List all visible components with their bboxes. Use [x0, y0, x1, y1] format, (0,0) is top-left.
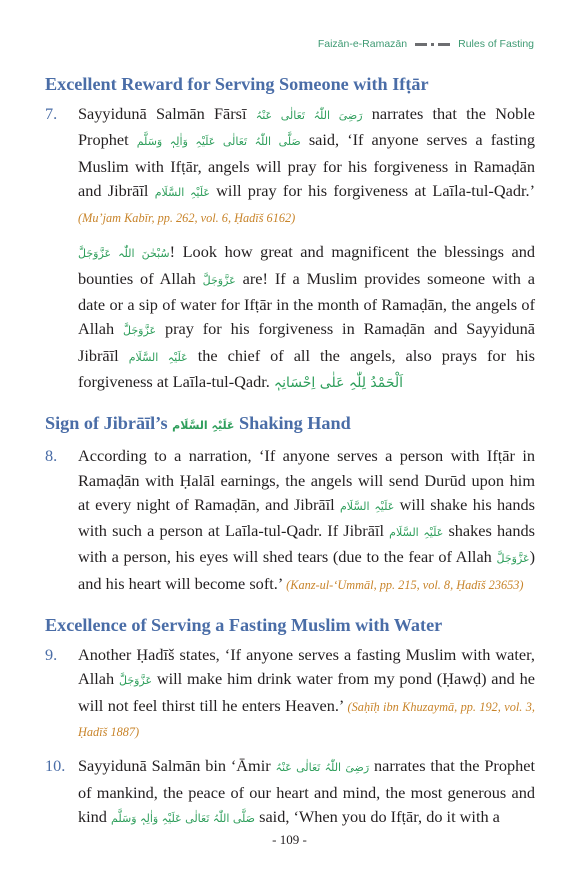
text-run: ) and his heart will become soft.’	[78, 547, 535, 593]
arabic-phrase: سُبْحٰنَ اللّٰہ عَزَّوَجَلَّ	[78, 247, 170, 261]
text-run: will make him drink water from my pond (Ḥawḍ) and he will not feel thirst till he enters Heaven.’	[78, 669, 535, 715]
text-run: narrates that the Prophet of mankind, the peace of our heart and mind, the most generous and kind	[78, 756, 536, 826]
item-text	[78, 102, 535, 230]
arabic-honorific: عَزَّوَجَلَّ	[496, 552, 530, 566]
arabic-honorific: عَلَیْہِ السَّلَام	[389, 526, 444, 540]
book-title: Faizān-e-Ramazān	[317, 38, 408, 50]
heading-text: Shaking Hand	[234, 413, 351, 434]
arabic-honorific: صَلَّی اللّٰہُ تَعَالٰی عَلَیْہِ وَاٰلِہٖ وَسَلَّم	[111, 811, 256, 825]
section-heading-reward: Excellent Reward for Serving Someone with Ifṭār	[45, 74, 429, 94]
dot	[431, 43, 434, 46]
arabic-honorific: رَضِیَ اللّٰہُ تَعَالٰی عَنْہُ	[275, 761, 370, 775]
section-heading-water: Excellence of Serving a Fasting Muslim with Water	[45, 615, 443, 636]
list-item-7	[45, 102, 535, 230]
section-heading-jibrail	[45, 411, 535, 438]
text-run: will shake his hands with such a person at Laīla-tul-Qadr. If Jibrāīl	[78, 494, 536, 541]
text-run: the chief of all the angels, also prays for his forgiveness at Laīla-tul-Qadr.	[78, 345, 535, 391]
list-item-8	[45, 444, 535, 597]
arabic-honorific: عَزَّوَجَلَّ	[123, 324, 157, 338]
reference: (Kanz-ul-‘Ummāl, pp. 215, vol. 8, Ḥadīš 23653)	[286, 577, 524, 592]
text-run: Sayyidunā Salmān Fārsī	[78, 104, 247, 123]
item-number: 9.	[45, 645, 58, 665]
text-run: narrates that the Noble Prophet	[78, 104, 536, 150]
list-item-10	[45, 754, 535, 831]
item-text	[78, 444, 535, 597]
arabic-honorific: عَلَیْہِ السَّلَام	[154, 185, 210, 199]
reference: (Saḥīḥ ibn Khuzaymā, pp. 192, vol. 3, Ḥadīš 1887)	[78, 699, 535, 739]
text-run: are! If a Muslim provides someone with a date or a sip of water for Ifṭār in the month of Ramaḍān, the angels of Allah	[78, 268, 535, 339]
text-run: will pray for his forgiveness at Laīla-tul-Qadr.’	[216, 180, 535, 200]
text-run: Sayyidunā Salmān bin ‘Āmir	[78, 756, 276, 776]
text-run: According to a narration, ‘If anyone serves a person with Ifṭār in Ramaḍān with Ḥalāl earnings, the angels will send Durūd upon him at every night of Ramaḍān, and Jibrāīl	[78, 446, 535, 514]
text-run: said, ‘If anyone serves a fasting Muslim with Ifṭār, angels will pray for his forgiveness in Ramaḍān and Jibrāīl	[78, 130, 536, 200]
text-run: shakes hands with a person, his eyes will shed tears (due to the fear of Allah	[78, 521, 535, 567]
arabic-phrase: اَلْحَمْدُ لِلّٰہِ عَلٰی اِحْسَانِہٖ	[273, 374, 404, 391]
heading-text: Sign of Jibrāīl’s	[45, 413, 173, 434]
item-text	[78, 754, 535, 831]
page-number: - 109 -	[272, 832, 307, 847]
commentary-paragraph	[78, 240, 535, 395]
arabic-honorific: عَزَّوَجَلَّ	[202, 273, 236, 287]
arabic-honorific: عَزَّوَجَلَّ	[118, 674, 153, 688]
arabic-honorific: رَضِیَ اللّٰہُ تَعَالٰی عَنْہُ	[255, 109, 363, 122]
arabic-honorific: صَلَّی اللّٰہُ تَعَالٰی عَلَیْہِ وَاٰلِہٖ وَسَلَّم	[136, 135, 301, 149]
arabic-honorific: عَلَیْہِ السَّلَام	[172, 419, 235, 433]
page-content	[45, 72, 535, 831]
dash-right	[438, 43, 450, 46]
item-text	[78, 643, 535, 744]
dash-left	[415, 43, 427, 46]
item-number: 10.	[45, 756, 66, 776]
reference: (Mu’jam Kabīr, pp. 262, vol. 6, Ḥadīš 6162)	[78, 211, 296, 226]
item-number: 7.	[45, 104, 58, 123]
item-number: 8.	[45, 446, 58, 466]
running-header	[318, 38, 534, 50]
arabic-honorific: عَلَیْہِ السَّلَام	[128, 350, 188, 364]
text-run: pray for his forgiveness in Ramaḍān and Sayyidunā Jibrāīl	[78, 319, 535, 365]
list-item-9	[45, 643, 535, 744]
text-run: Another Ḥadīš states, ‘If anyone serves a fasting Muslim with water, Allah	[78, 645, 535, 689]
chapter-title: Rules of Fasting	[458, 38, 534, 50]
header-separator	[415, 43, 450, 46]
text-run: said, ‘When you do Ifṭār, do it with a	[259, 806, 500, 826]
text-run: ! Look how great and magnificent the blessings and bounties of Allah	[78, 242, 536, 288]
arabic-honorific: عَلَیْہِ السَّلَام	[339, 499, 395, 513]
